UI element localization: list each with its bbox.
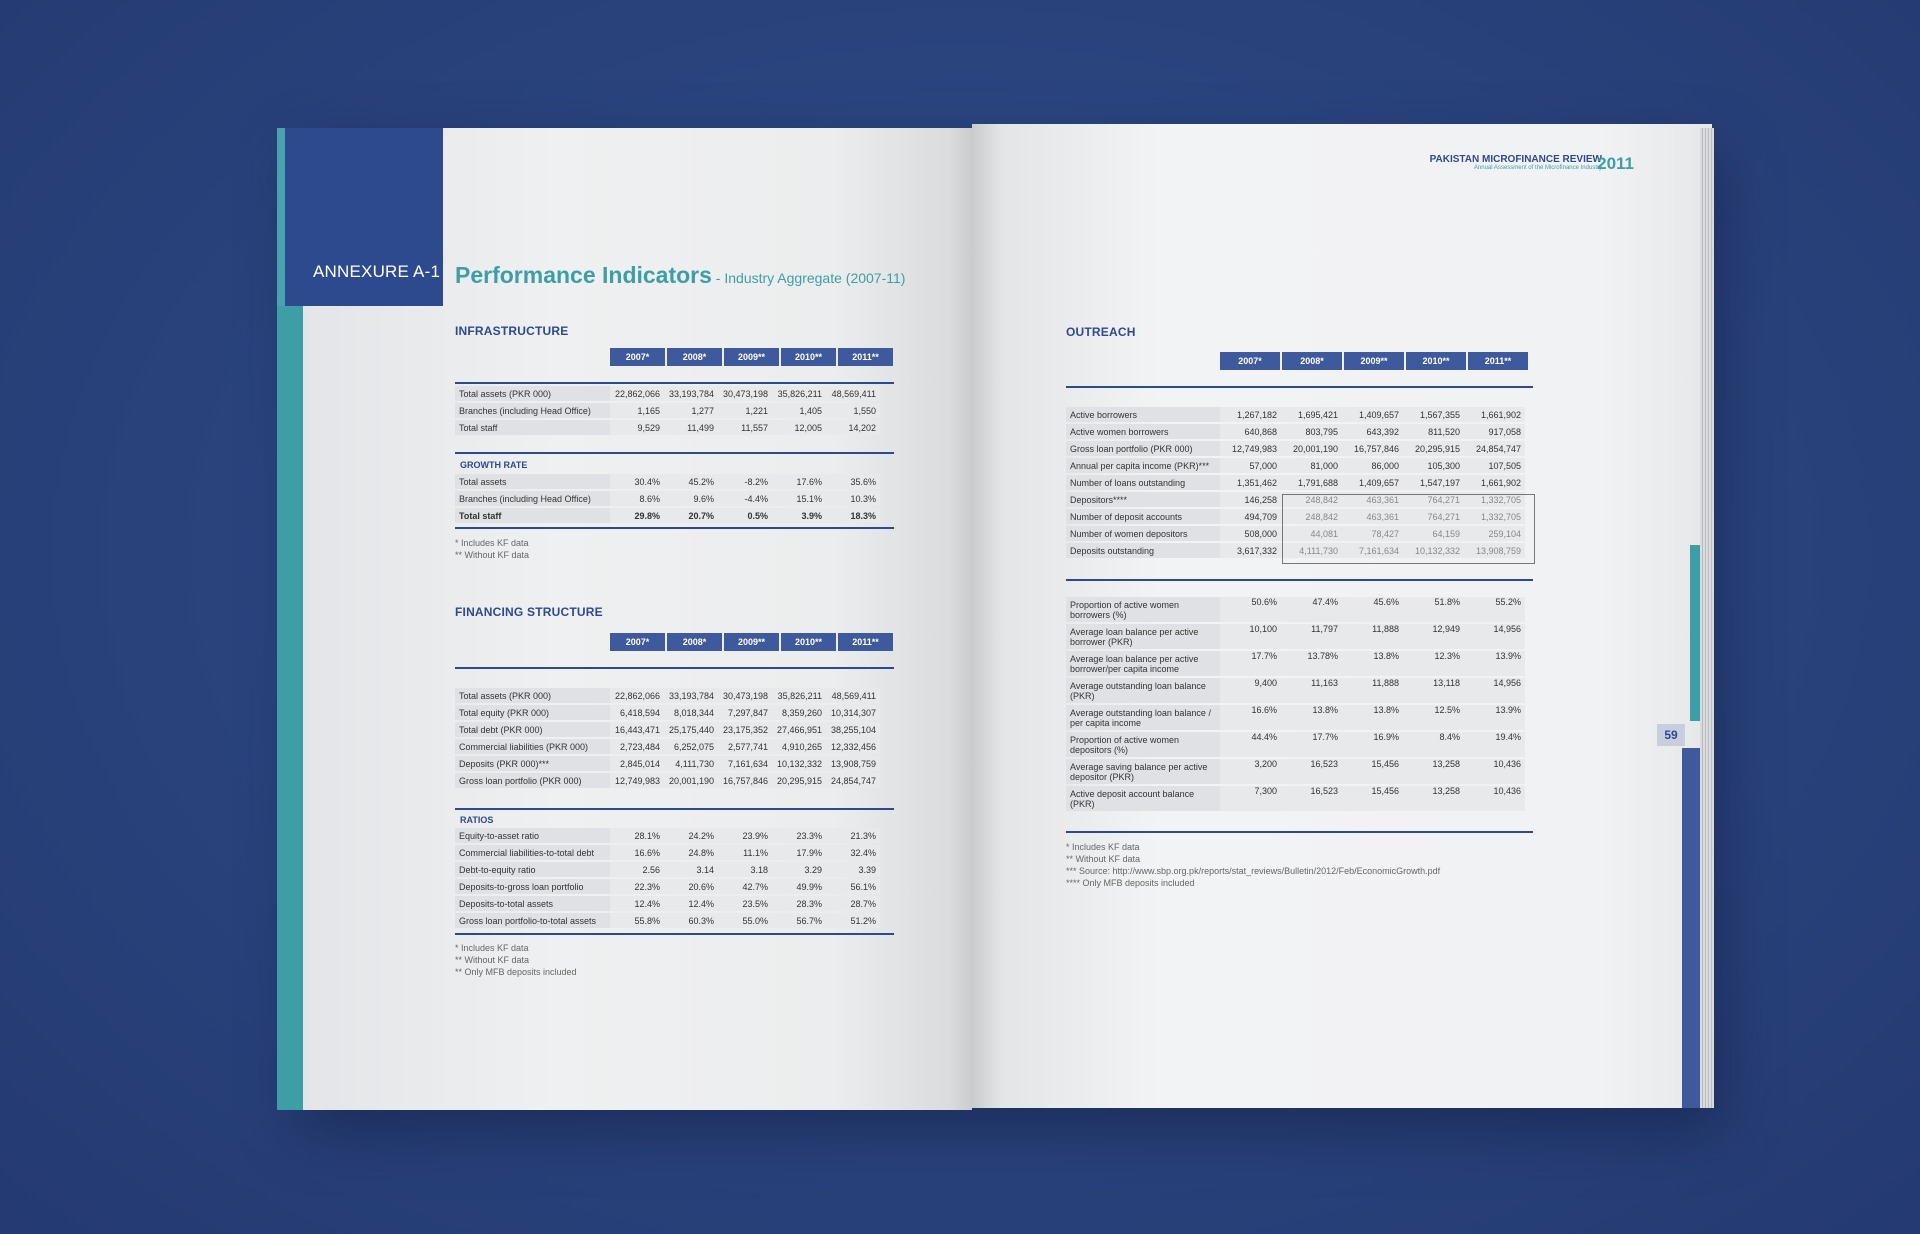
table-cell: 22,862,066 (610, 386, 664, 401)
table-row (1066, 407, 1525, 422)
row-label: Total equity (PKR 000) (455, 705, 610, 720)
table-cell: 33,193,784 (664, 386, 718, 401)
review-title: PAKISTAN MICROFINANCE REVIEW (1429, 154, 1602, 165)
column-header: 2010** (1406, 352, 1466, 370)
table-cell: 7,161,634 (718, 756, 772, 771)
table-cell: 248,842 (1281, 509, 1342, 524)
table-cell: 1,661,902 (1464, 475, 1525, 490)
table-cell: 16,523 (1281, 786, 1342, 811)
footnote: * Includes KF data (455, 943, 529, 953)
table-cell: 1,351,462 (1220, 475, 1281, 490)
table-row (1066, 786, 1525, 811)
table-cell: 50.6% (1220, 597, 1281, 622)
row-label: Total staff (455, 508, 610, 523)
table-cell: 11,888 (1342, 624, 1403, 649)
table-cell: 17.7% (1220, 651, 1281, 676)
table-cell: 35,826,211 (772, 688, 826, 703)
row-label: Active borrowers (1066, 407, 1220, 422)
footnote: ** Without KF data (455, 550, 530, 560)
table-row (455, 739, 880, 754)
right-page (972, 124, 1712, 1108)
page-title-main: Performance Indicators (455, 262, 712, 288)
table-cell: 1,165 (610, 403, 664, 418)
table-cell: 11.1% (718, 845, 772, 860)
row-label: Average outstanding loan balance (PKR) (1066, 678, 1220, 703)
table-cell: 463,361 (1342, 492, 1403, 507)
table-cell: 56.1% (826, 879, 880, 894)
table-cell: 917,058 (1464, 424, 1525, 439)
row-label: Gross loan portfolio (PKR 000) (1066, 441, 1220, 456)
table-cell: 16,757,846 (1342, 441, 1403, 456)
table-cell: 248,842 (1281, 492, 1342, 507)
table-cell: 20.7% (664, 508, 718, 523)
table-cell: 44.4% (1220, 732, 1281, 757)
table-row (455, 705, 880, 720)
table-cell: 38,255,104 (826, 722, 880, 737)
financing-table (455, 686, 880, 790)
table-cell: 13,118 (1403, 678, 1464, 703)
table-cell: 13,908,759 (826, 756, 880, 771)
infrastructure-header (610, 348, 893, 366)
column-header: 2009** (1344, 352, 1404, 370)
table-cell: 11,499 (664, 420, 718, 435)
table-row (1066, 424, 1525, 439)
footnote: * Includes KF data (1066, 842, 1140, 852)
table-cell: 55.8% (610, 913, 664, 928)
table-cell: 60.3% (664, 913, 718, 928)
table-cell: 16,443,471 (610, 722, 664, 737)
table-cell: 105,300 (1403, 458, 1464, 473)
row-label: Equity-to-asset ratio (455, 828, 610, 843)
table-cell: 1,332,705 (1464, 509, 1525, 524)
table-cell: 11,557 (718, 420, 772, 435)
row-label: Number of women depositors (1066, 526, 1220, 541)
table-cell: 15,456 (1342, 759, 1403, 784)
row-label: Number of loans outstanding (1066, 475, 1220, 490)
left-page (277, 128, 972, 1110)
section-title-infrastructure: INFRASTRUCTURE (455, 324, 569, 338)
table-cell: 18.3% (826, 508, 880, 523)
table-cell: 20.6% (664, 879, 718, 894)
footnote: ** Without KF data (455, 955, 530, 965)
table-cell: 23.9% (718, 828, 772, 843)
annexure-block (277, 128, 443, 306)
column-header: 2009** (724, 633, 779, 651)
table-cell: 12,749,983 (610, 773, 664, 788)
table-cell: 3.18 (718, 862, 772, 877)
table-cell: 10.3% (826, 491, 880, 506)
row-label: Deposits-to-gross loan portfolio (455, 879, 610, 894)
table-cell: 9,400 (1220, 678, 1281, 703)
table-row (455, 508, 880, 523)
outreach-header (1220, 352, 1528, 370)
row-label: Gross loan portfolio (PKR 000) (455, 773, 610, 788)
table-cell: 12.4% (610, 896, 664, 911)
table-cell: 14,956 (1464, 678, 1525, 703)
table-cell: 27,466,951 (772, 722, 826, 737)
table-cell: 12,332,456 (826, 739, 880, 754)
table-cell: 13.8% (1281, 705, 1342, 730)
table-cell: 13.9% (1464, 705, 1525, 730)
table-cell: 16,523 (1281, 759, 1342, 784)
table-cell: 20,001,190 (1281, 441, 1342, 456)
footnote: **** Only MFB deposits included (1066, 878, 1195, 888)
table-cell: 6,252,075 (664, 739, 718, 754)
table-cell: 12.4% (664, 896, 718, 911)
row-label: Total staff (455, 420, 610, 435)
table-row (455, 491, 880, 506)
table-cell: 16.9% (1342, 732, 1403, 757)
table-cell: 33,193,784 (664, 688, 718, 703)
table-cell: 30,473,198 (718, 386, 772, 401)
table-cell: 45.2% (664, 474, 718, 489)
table-cell: 30.4% (610, 474, 664, 489)
column-header: 2011** (1468, 352, 1528, 370)
growth-rate-table (455, 472, 880, 525)
table-cell: 1,661,902 (1464, 407, 1525, 422)
table-cell: 23.5% (718, 896, 772, 911)
table-cell: 24.2% (664, 828, 718, 843)
row-label: Depositors**** (1066, 492, 1220, 507)
table-cell: 2,845,014 (610, 756, 664, 771)
table-cell: 21.3% (826, 828, 880, 843)
table-cell: 25,175,440 (664, 722, 718, 737)
table-cell: 1,547,197 (1403, 475, 1464, 490)
table-cell: 8.4% (1403, 732, 1464, 757)
table-cell: 2,577,741 (718, 739, 772, 754)
table-cell: 28.1% (610, 828, 664, 843)
table-cell: -4.4% (718, 491, 772, 506)
table-cell: 14,956 (1464, 624, 1525, 649)
table-cell: 13.8% (1342, 651, 1403, 676)
table-cell: 803,795 (1281, 424, 1342, 439)
table-row (455, 420, 880, 435)
table-cell: 13.9% (1464, 651, 1525, 676)
table-row (455, 913, 880, 928)
column-header: 2008* (667, 633, 722, 651)
table-cell: 8,359,260 (772, 705, 826, 720)
table-cell: 1,695,421 (1281, 407, 1342, 422)
row-label: Active women borrowers (1066, 424, 1220, 439)
table-cell: 640,868 (1220, 424, 1281, 439)
row-label: Deposits-to-total assets (455, 896, 610, 911)
table-cell: 10,132,332 (1403, 543, 1464, 558)
table-cell: 17.6% (772, 474, 826, 489)
column-header: 2009** (724, 348, 779, 366)
table-cell: 2.56 (610, 862, 664, 877)
column-header: 2011** (838, 348, 893, 366)
table-cell: 48,569,411 (826, 688, 880, 703)
table-cell: 86,000 (1342, 458, 1403, 473)
table-cell: 4,910,265 (772, 739, 826, 754)
table-cell: 7,161,634 (1342, 543, 1403, 558)
table-cell: 13.78% (1281, 651, 1342, 676)
row-label: Total assets (PKR 000) (455, 688, 610, 703)
infrastructure-footnotes (455, 537, 529, 561)
table-cell: 3,617,332 (1220, 543, 1281, 558)
table-row (455, 474, 880, 489)
table-row (455, 862, 880, 877)
table-row (455, 688, 880, 703)
table-cell: 764,271 (1403, 509, 1464, 524)
table-cell: 24,854,747 (826, 773, 880, 788)
table-cell: 16.6% (610, 845, 664, 860)
table-cell: 7,297,847 (718, 705, 772, 720)
table-cell: 2,723,484 (610, 739, 664, 754)
table-cell: 12,949 (1403, 624, 1464, 649)
table-cell: 643,392 (1342, 424, 1403, 439)
table-cell: 30,473,198 (718, 688, 772, 703)
row-label: Proportion of active women depositors (%) (1066, 732, 1220, 757)
section-title-financing: FINANCING STRUCTURE (455, 605, 603, 619)
review-year: 2011 (1597, 154, 1634, 173)
table-row (1066, 597, 1525, 622)
review-header (1430, 154, 1602, 171)
page-number: 59 (1657, 724, 1685, 746)
ratios-title: RATIOS (460, 815, 494, 825)
table-cell: 1,550 (826, 403, 880, 418)
table-cell: 56.7% (772, 913, 826, 928)
table-cell: 259,104 (1464, 526, 1525, 541)
table-row (455, 386, 880, 401)
row-label: Average loan balance per active borrower/per capita income (1066, 651, 1220, 676)
table-cell: 146,258 (1220, 492, 1281, 507)
table-cell: 64,159 (1403, 526, 1464, 541)
table-cell: 78,427 (1342, 526, 1403, 541)
table-cell: 13,258 (1403, 759, 1464, 784)
table-cell: 3.29 (772, 862, 826, 877)
row-label: Total assets (455, 474, 610, 489)
table-cell: -8.2% (718, 474, 772, 489)
table-cell: 51.2% (826, 913, 880, 928)
row-label: Average outstanding loan balance / per capita income (1066, 705, 1220, 730)
table-cell: 9,529 (610, 420, 664, 435)
table-cell: 22,862,066 (610, 688, 664, 703)
table-row (1066, 678, 1525, 703)
table-cell: 44,081 (1281, 526, 1342, 541)
table-cell: 3.39 (826, 862, 880, 877)
table-cell: 22.3% (610, 879, 664, 894)
table-cell: 12.5% (1403, 705, 1464, 730)
table-row (1066, 475, 1525, 490)
table-cell: 4,111,730 (1281, 543, 1342, 558)
row-label: Branches (including Head Office) (455, 491, 610, 506)
row-label: Commercial liabilities (PKR 000) (455, 739, 610, 754)
table-cell: 10,436 (1464, 786, 1525, 811)
table-row (455, 403, 880, 418)
table-cell: 35.6% (826, 474, 880, 489)
table-cell: 23,175,352 (718, 722, 772, 737)
table-cell: 1,277 (664, 403, 718, 418)
footnote: ** Only MFB deposits included (455, 967, 577, 977)
table-cell: 29.8% (610, 508, 664, 523)
table-row (455, 722, 880, 737)
table-cell: 1,791,688 (1281, 475, 1342, 490)
table-cell: 764,271 (1403, 492, 1464, 507)
table-cell: 16,757,846 (718, 773, 772, 788)
table-row (1066, 624, 1525, 649)
row-label: Branches (including Head Office) (455, 403, 610, 418)
table-cell: 55.2% (1464, 597, 1525, 622)
table-row (1066, 759, 1525, 784)
table-cell: 14,202 (826, 420, 880, 435)
section-title-outreach: OUTREACH (1066, 325, 1136, 339)
infrastructure-table (455, 384, 880, 437)
table-cell: 107,505 (1464, 458, 1525, 473)
table-cell: 1,332,705 (1464, 492, 1525, 507)
row-label: Number of deposit accounts (1066, 509, 1220, 524)
table-row (1066, 732, 1525, 757)
table-row (1066, 705, 1525, 730)
table-cell: 7,300 (1220, 786, 1281, 811)
outreach-ratios-table (1066, 595, 1525, 813)
table-cell: 10,132,332 (772, 756, 826, 771)
table-cell: 15,456 (1342, 786, 1403, 811)
table-cell: 12,749,983 (1220, 441, 1281, 456)
column-header: 2011** (838, 633, 893, 651)
growth-rate-title: GROWTH RATE (460, 460, 528, 470)
table-row (455, 879, 880, 894)
table-cell: 508,000 (1220, 526, 1281, 541)
table-row (455, 773, 880, 788)
table-cell: 32.4% (826, 845, 880, 860)
column-header: 2008* (1282, 352, 1342, 370)
review-subtitle: Annual Assessment of the Microfinance Industry (1473, 165, 1602, 171)
table-row (1066, 651, 1525, 676)
table-cell: 13.8% (1342, 705, 1403, 730)
table-cell: 48,569,411 (826, 386, 880, 401)
table-cell: 3.9% (772, 508, 826, 523)
table-cell: 11,888 (1342, 678, 1403, 703)
column-header: 2007* (610, 348, 665, 366)
table-cell: 42.7% (718, 879, 772, 894)
table-cell: 0.5% (718, 508, 772, 523)
table-cell: 3.14 (664, 862, 718, 877)
row-label: Annual per capita income (PKR)*** (1066, 458, 1220, 473)
column-header: 2008* (667, 348, 722, 366)
table-cell: 45.6% (1342, 597, 1403, 622)
table-cell: 10,314,307 (826, 705, 880, 720)
ratios-table (455, 826, 880, 930)
table-cell: 20,295,915 (772, 773, 826, 788)
table-cell: 8.6% (610, 491, 664, 506)
row-label: Total assets (PKR 000) (455, 386, 610, 401)
table-cell: 11,797 (1281, 624, 1342, 649)
table-row (1066, 458, 1525, 473)
table-cell: 24.8% (664, 845, 718, 860)
table-cell: 8,018,344 (664, 705, 718, 720)
footnote: * Includes KF data (455, 538, 529, 548)
table-row (455, 756, 880, 771)
column-header: 2010** (781, 348, 836, 366)
row-label: Average loan balance per active borrower (PKR) (1066, 624, 1220, 649)
table-cell: 6,418,594 (610, 705, 664, 720)
table-cell: 1,409,657 (1342, 407, 1403, 422)
table-cell: 811,520 (1403, 424, 1464, 439)
table-cell: 9.6% (664, 491, 718, 506)
footnote: *** Source: http://www.sbp.org.pk/reports/stat_reviews/Bulletin/2012/Feb/EconomicGrowth.pdf (1066, 866, 1441, 876)
table-cell: 12,005 (772, 420, 826, 435)
table-cell: 49.9% (772, 879, 826, 894)
table-row (455, 845, 880, 860)
table-row (455, 896, 880, 911)
table-cell: 1,267,182 (1220, 407, 1281, 422)
table-row (1066, 441, 1525, 456)
table-cell: 16.6% (1220, 705, 1281, 730)
financing-footnotes (455, 942, 577, 978)
annexure-label: ANNEXURE A-1 (313, 262, 441, 281)
column-header: 2010** (781, 633, 836, 651)
row-label: Deposits (PKR 000)*** (455, 756, 610, 771)
table-cell: 4,111,730 (664, 756, 718, 771)
row-label: Commercial liabilities-to-total debt (455, 845, 610, 860)
table-cell: 15.1% (772, 491, 826, 506)
row-label: Debt-to-equity ratio (455, 862, 610, 877)
table-cell: 11,163 (1281, 678, 1342, 703)
footnote: ** Without KF data (1066, 854, 1141, 864)
financing-header (610, 633, 893, 651)
deposits-box (1282, 494, 1535, 564)
table-cell: 55.0% (718, 913, 772, 928)
table-cell: 1,405 (772, 403, 826, 418)
row-label: Deposits outstanding (1066, 543, 1220, 558)
table-cell: 13,908,759 (1464, 543, 1525, 558)
table-cell: 20,001,190 (664, 773, 718, 788)
table-cell: 1,567,355 (1403, 407, 1464, 422)
table-row (455, 828, 880, 843)
column-header: 2007* (1220, 352, 1280, 370)
table-cell: 10,100 (1220, 624, 1281, 649)
page-title (455, 262, 905, 289)
page-edges (1700, 128, 1714, 1108)
table-cell: 494,709 (1220, 509, 1281, 524)
row-label: Gross loan portfolio-to-total assets (455, 913, 610, 928)
table-cell: 17.9% (772, 845, 826, 860)
row-label: Average saving balance per active depositor (PKR) (1066, 759, 1220, 784)
table-cell: 47.4% (1281, 597, 1342, 622)
table-cell: 23.3% (772, 828, 826, 843)
outreach-footnotes (1066, 841, 1440, 889)
table-cell: 12.3% (1403, 651, 1464, 676)
table-cell: 81,000 (1281, 458, 1342, 473)
table-cell: 17.7% (1281, 732, 1342, 757)
row-label: Active deposit account balance (PKR) (1066, 786, 1220, 811)
table-cell: 57,000 (1220, 458, 1281, 473)
table-cell: 1,221 (718, 403, 772, 418)
table-cell: 51.8% (1403, 597, 1464, 622)
table-cell: 3,200 (1220, 759, 1281, 784)
table-cell: 35,826,211 (772, 386, 826, 401)
table-cell: 10,436 (1464, 759, 1525, 784)
table-cell: 19.4% (1464, 732, 1525, 757)
page-title-sub: - Industry Aggregate (2007-11) (711, 270, 906, 286)
table-cell: 463,361 (1342, 509, 1403, 524)
row-label: Proportion of active women borrowers (%) (1066, 597, 1220, 622)
table-cell: 1,409,657 (1342, 475, 1403, 490)
table-cell: 13,258 (1403, 786, 1464, 811)
column-header: 2007* (610, 633, 665, 651)
table-cell: 28.3% (772, 896, 826, 911)
table-cell: 24,854,747 (1464, 441, 1525, 456)
row-label: Total debt (PKR 000) (455, 722, 610, 737)
table-cell: 20,295,915 (1403, 441, 1464, 456)
table-cell: 28.7% (826, 896, 880, 911)
